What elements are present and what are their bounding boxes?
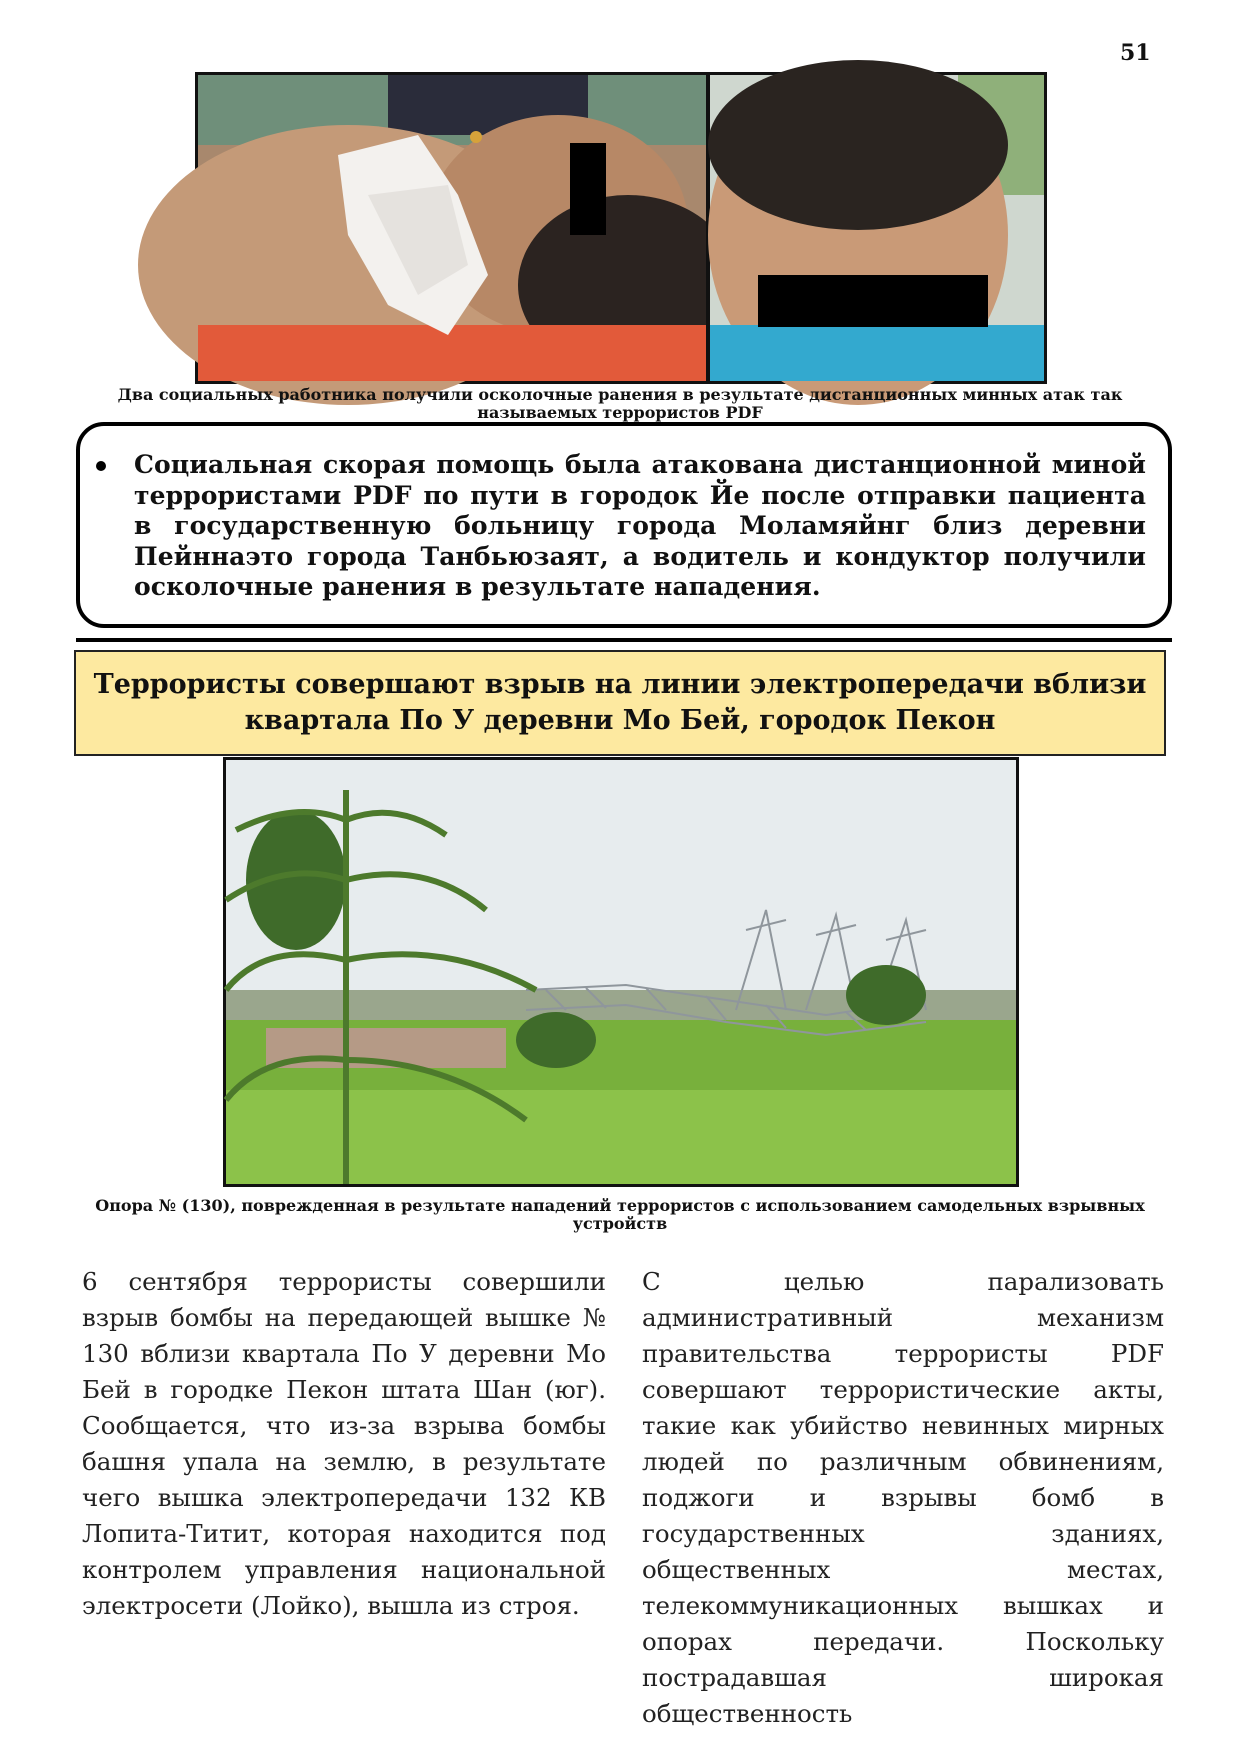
photo-boy — [708, 60, 1044, 405]
bullet-dot — [96, 461, 106, 471]
page-number: 51 — [1120, 40, 1151, 66]
article-column-right: С целью парализовать административный механизм правительства террористы PDF совершают террористические акты, такие как убийство невинных мирных людей по различным обвинениям, поджоги и взрывы бомб в государственных зданиях, общественных местах, телекоммуникационных вышках и опорах передачи. Поскольку пострадавшая широкая общественность — [642, 1267, 1164, 1728]
injury-photos — [195, 72, 1047, 384]
photo-injured-man — [138, 75, 738, 405]
caption-injury-photos: Два социальных работника получили осколочные ранения в результате дистанционных минных атак так называемых террористов PDF — [117, 385, 1123, 422]
section-headline-box — [74, 650, 1166, 756]
section-divider — [76, 638, 1172, 642]
photo-collapsed-tower — [223, 757, 1019, 1187]
bullet-callout — [76, 422, 1172, 628]
article-column-left: 6 сентября террористы совершили взрыв бомбы на передающей вышке № 130 вблизи квартала По У деревни Мо Бей в городке Пекон штата Шан (юг). Сообщается, что из-за взрыва бомбы башня упала на землю, в результате чего вышка электропередачи 132 КВ Лопита-Титит, которая находится под контролем управления национальной электросети (Лойко), вышла из строя. — [82, 1267, 606, 1620]
caption-tower-photo: Опора № (130), поврежденная в результате нападений террористов с использованием самодельных взрывных устройств — [95, 1196, 1145, 1233]
bullet-text: Социальная скорая помощь была атакована дистанционной миной террористами PDF по пути в городок Йе после отправки пациента в государственную больницу города Моламяйнг близ деревни Пейннаэто города Танбьюзаят, а водитель и кондуктор получили осколочные ранения в результате нападения. — [134, 450, 1146, 601]
section-headline: Террористы совершают взрыв на линии электропередачи вблизи квартала По У деревни Мо Бей, городок Пекон — [93, 669, 1147, 736]
